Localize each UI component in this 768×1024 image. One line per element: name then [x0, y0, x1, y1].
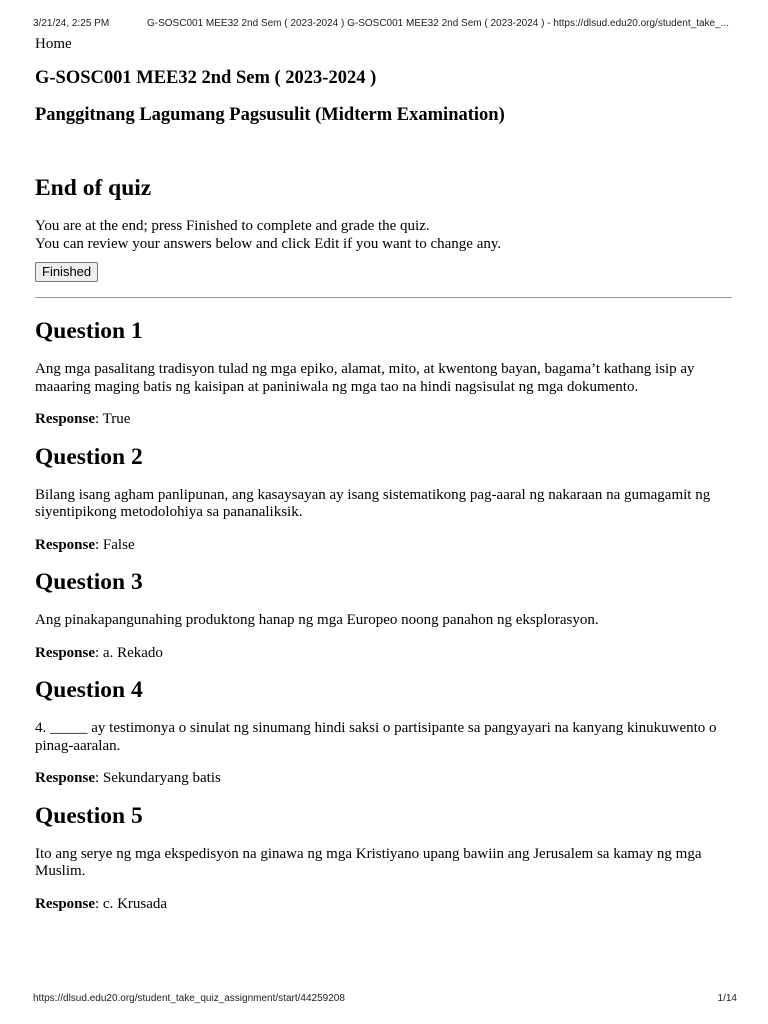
- page-number: 1/14: [717, 993, 737, 1004]
- quiz-summary: [35, 35, 733, 282]
- question-3: [35, 568, 733, 662]
- finished-button[interactable]: Finished: [35, 262, 98, 282]
- question-title: Question 4: [35, 677, 143, 703]
- question-4: [35, 676, 733, 788]
- question-response: [35, 645, 733, 663]
- question-text: Ang mga pasalitang tradisyon tulad ng mga epiko, alamat, mito, at kwentong bayan, bagama’t kathang isip ay maaaring maging batis ng kaisipan at paniniwala ng mga tao na hindi nagsisulat ng mga dokumento.: [35, 361, 695, 395]
- print-date: 3/21/24, 2:25 PM: [33, 18, 110, 29]
- response-value: : True: [95, 411, 131, 427]
- question-title: Question 5: [35, 802, 143, 829]
- question-response: [35, 537, 733, 555]
- print-url: https://dlsud.edu20.org/student_take_quiz_assignment/start/44259208: [33, 993, 345, 1004]
- question-response: [35, 411, 733, 429]
- print-page-title: G-SOSC001 MEE32 2nd Sem ( 2023-2024 ) G-SOSC001 MEE32 2nd Sem ( 2023-2024 ) - https://dlsud.edu20.org/student_take_...: [147, 18, 729, 29]
- question-response: [35, 896, 733, 914]
- divider: [35, 297, 732, 298]
- quiz-title: Panggitnang Lagumang Pagsusulit (Midterm Examination): [35, 105, 505, 125]
- response-label: Response: [35, 411, 96, 427]
- question-title: Question 2: [35, 443, 143, 470]
- response-label: Response: [35, 644, 96, 661]
- question-5: [35, 802, 733, 914]
- end-of-quiz-heading: End of quiz: [35, 175, 152, 201]
- question-text: Ang pinakapangunahing produktong hanap ng mga Europeo noong panahon ng eksplorasyon.: [35, 612, 599, 628]
- question-2: [35, 443, 733, 555]
- question-list: [35, 317, 733, 913]
- response-value: : False: [95, 536, 135, 553]
- instruction-line-2: You can review your answers below and click Edit if you want to change any.: [35, 235, 502, 252]
- response-value: : c. Krusada: [95, 895, 168, 912]
- instruction-line-1: You are at the end; press Finished to complete and grade the quiz.: [35, 218, 430, 234]
- end-instructions: [35, 218, 733, 253]
- response-label: Response: [35, 536, 96, 553]
- print-footer: [33, 993, 737, 1007]
- question-1: [35, 317, 733, 429]
- question-title: Question 1: [35, 318, 143, 344]
- response-value: : Sekundaryang batis: [95, 770, 221, 786]
- response-value: : a. Rekado: [95, 644, 163, 661]
- question-response: [35, 770, 733, 788]
- question-text: Ito ang serye ng mga ekspedisyon na ginawa ng mga Kristiyano upang bawiin ang Jerusalem sa kamay ng mga Muslim.: [35, 845, 702, 879]
- response-label: Response: [35, 895, 96, 912]
- question-text: 4. _____ ay testimonya o sinulat ng sinumang hindi saksi o partisipante sa pangyayari na kanyang kinukuwento o pinag-aaralan.: [35, 720, 717, 754]
- print-header: [33, 16, 743, 32]
- response-label: Response: [35, 770, 96, 786]
- home-link[interactable]: Home: [35, 36, 72, 52]
- question-text: Bilang isang agham panlipunan, ang kasaysayan ay isang sistematikong pag-aaral ng nakaraan na gumagamit ng siyentipikong metodolohiya sa pananaliksik.: [35, 486, 711, 520]
- course-title: G-SOSC001 MEE32 2nd Sem ( 2023-2024 ): [35, 68, 377, 88]
- question-title: Question 3: [35, 569, 143, 595]
